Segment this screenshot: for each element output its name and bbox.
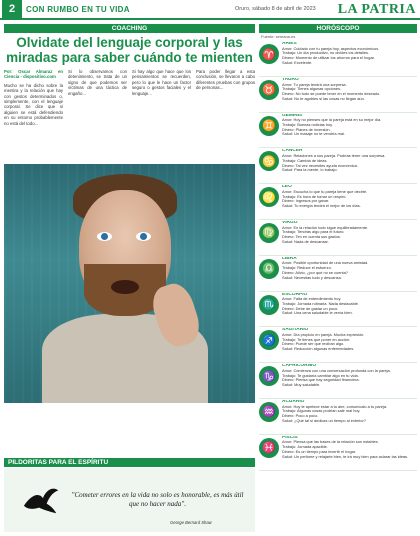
sign-trabajo: Trabajo: Tienes algunas opciones. <box>282 86 342 92</box>
sign-text <box>282 149 385 183</box>
sign-salud: Salud: Un masaje no te vendría mal. <box>282 131 345 137</box>
photo-eye <box>136 232 151 241</box>
sign-name: TAURO <box>282 77 299 82</box>
sign-text <box>282 293 359 327</box>
sign-amor: Amor: Hoy te apetece estar a tu aire, comunícalo a tu pareja. <box>282 403 388 409</box>
sign-dinero: Dinero: Piensa que hay seguridad financiera. <box>282 377 360 383</box>
article-column: Si hay algo que hace que los pensamientos se recuerden, pero lo que le hace un factor seguro o gestos faciales y el lenguaje... <box>132 69 191 96</box>
horoscope-source: Fuente: semana.es <box>261 34 296 39</box>
sign-name: VIRGO <box>282 220 298 225</box>
horoscope-sign <box>259 148 417 184</box>
sign-salud: Salud: Necesitas todo y descansa. <box>282 274 342 280</box>
sign-amor: Amor: Escucha lo que tu pareja tiene que decirte. <box>282 188 368 194</box>
horoscope-sign <box>259 256 417 292</box>
horoscope-sign <box>259 435 417 471</box>
sign-text <box>282 42 379 76</box>
sign-trabajo: Trabajo: Jornada rutinaria. Nada destacable. <box>282 300 359 306</box>
sign-trabajo: Trabajo: Reduce el esfuerzo. <box>282 265 332 271</box>
pildoritas-title: PILDORITAS PARA EL ESPÍRITU <box>4 458 255 467</box>
sign-name: LEO <box>282 185 292 190</box>
zodiac-icon: ♋ <box>259 151 279 171</box>
horoscope-sign <box>259 399 417 435</box>
sign-dinero: Dinero: Ingresos por ganar. <box>282 198 330 204</box>
horoscope-list <box>259 41 417 471</box>
sign-dinero: Dinero: Debe de gastar un poco. <box>282 305 339 311</box>
horoscope-sign <box>259 363 417 399</box>
sign-trabajo: Trabajo: Algunas cosas podrían salir mal hoy. <box>282 408 361 414</box>
horoscope-title: HORÓSCOPO <box>259 24 417 33</box>
sign-amor: Amor: Tu pareja tendrá una sorpresa. <box>282 81 347 87</box>
horoscope-sign <box>259 184 417 220</box>
zodiac-icon: ♑ <box>259 366 279 386</box>
sign-amor: Amor: Posible oportunidad de una nueva amistad. <box>282 260 369 266</box>
zodiac-icon: ♌ <box>259 187 279 207</box>
sign-dinero: Dinero: Puede ser que reciban algo. <box>282 341 345 347</box>
sign-amor: Amor: Falta de entendimiento hoy. <box>282 296 342 302</box>
sign-dinero: Dinero: Es un tiempo para invertir el hogar. <box>282 448 356 454</box>
sign-trabajo: Trabajo: Te gustaría cambiar algo en tu vida. <box>282 372 359 378</box>
brand-logo: LA PATRIA <box>337 2 416 17</box>
zodiac-icon: ♎ <box>259 259 279 279</box>
photo-eye <box>97 232 112 241</box>
sign-trabajo: Trabajo: Tendrás algo para el futuro. <box>282 229 345 235</box>
sign-dinero: Dinero: Poco a poco. <box>282 413 319 419</box>
page-number: 2 <box>2 0 22 18</box>
article-kicker: COACHING <box>4 24 255 33</box>
sign-name: GÉMINIS <box>282 113 303 118</box>
sign-amor: Amor: Relaciones a sus pareja. Podrías tener una sorpresa. <box>282 153 386 159</box>
sign-amor: Amor: Comienza con una conversación profunda con la pareja. <box>282 367 391 373</box>
section-title: CON RUMBO EN TU VIDA <box>26 4 130 14</box>
byline: Por: Oscar Almaraz en Ciencia - dispositivo.com <box>4 69 63 80</box>
sign-text <box>282 257 368 291</box>
horoscope-sign <box>259 327 417 363</box>
zodiac-icon: ♈ <box>259 44 279 64</box>
sign-name: ESCORPIO <box>282 292 308 297</box>
sign-salud: Salud: Un perfume y relajarte bien, te irá muy bien para aclarar las ideas. <box>282 453 409 459</box>
sign-amor: Amor: Cuidado con tu pareja hoy, aspectos económicos. <box>282 45 380 51</box>
sign-name: SAGITARIO <box>282 328 309 333</box>
sign-trabajo: Trabajo: Un día productivo, no olvides los detalles. <box>282 50 370 56</box>
sign-salud: Salud: Una cena saludable le venía bien. <box>282 310 353 316</box>
horoscope-section <box>259 24 417 471</box>
sign-text <box>282 364 391 398</box>
sign-salud: Salud: Para la mente, lo trabajo. <box>282 167 338 173</box>
quote-author: George Bernard Shaw <box>170 520 212 525</box>
article-photo <box>4 164 255 403</box>
sign-dinero: Dinero: Ten en cuenta sus gastos. <box>282 234 341 240</box>
sign-amor: Amor: Hoy no pienses que la pareja está en su mejor día. <box>282 117 382 123</box>
zodiac-icon: ♒ <box>259 402 279 422</box>
dove-icon <box>22 484 60 516</box>
dateline: Oruro, sábado 8 de abril de 2023 <box>235 6 316 12</box>
sign-salud: Salud: Excelente. <box>282 59 313 65</box>
article-column: Para poder llegar a esta conclusión, se llevaron a cabo diferentes pruebas con grupos de personas... <box>196 69 255 91</box>
sign-dinero: Dinero: Tal vez necesites ayuda económica. <box>282 162 358 168</box>
sign-text <box>282 400 387 434</box>
sign-dinero: Dinero: Momento de utilizar los ahorros para el hogar. <box>282 55 375 61</box>
horoscope-sign <box>259 220 417 256</box>
zodiac-icon: ♐ <box>259 330 279 350</box>
sign-salud: Salud: Nada de descansar. <box>282 238 329 244</box>
sign-salud: Salud: Tu energía tendrá el mejor de los días. <box>282 203 361 208</box>
horoscope-sign <box>259 292 417 328</box>
article-column <box>4 69 63 162</box>
article-headline: Olvidate del lenguaje corporal y las miradas para saber cuándo te mienten <box>6 35 253 65</box>
sign-dinero: Dinero: Planes de inversión. <box>282 126 331 132</box>
sign-amor: Amor: En la relación todo sigue equilibradamente. <box>282 224 369 230</box>
sign-trabajo: Trabajo: Te tienes que poner en acción. <box>282 336 351 342</box>
sign-name: LIBRA <box>282 256 297 261</box>
pildoritas-box <box>4 468 255 532</box>
photo-mouth <box>111 280 139 294</box>
zodiac-icon: ♏ <box>259 295 279 315</box>
sign-text <box>282 436 408 470</box>
sign-text <box>282 185 367 219</box>
sign-name: CAPRICORNIO <box>282 364 317 369</box>
article-body <box>4 69 255 162</box>
zodiac-icon: ♓ <box>259 438 279 458</box>
sign-amor: Amor: Día propicio en pareja. Mucha expresión. <box>282 332 365 338</box>
sign-dinero: Dinero: Alivio, ¿por qué no se cuenta? <box>282 269 348 275</box>
zodiac-icon: ♊ <box>259 116 279 136</box>
sign-text <box>282 221 368 255</box>
sign-trabajo: Trabajo: Es hora de tomar un respiro. <box>282 193 347 199</box>
zodiac-icon: ♉ <box>259 80 279 100</box>
sign-salud: Salud: Muy saludable. <box>282 381 321 387</box>
sign-text <box>282 114 381 148</box>
zodiac-icon: ♍ <box>259 223 279 243</box>
sign-trabajo: Trabajo: Buenas noticias hoy. <box>282 122 333 127</box>
sign-name: CÁNCER <box>282 149 303 154</box>
sign-trabajo: Trabajo: Jornada apacible. <box>282 444 328 450</box>
sign-text <box>282 328 364 362</box>
sign-dinero: Dinero: No todo se puede tener en el momento deseado. <box>282 90 381 96</box>
sign-amor: Amor: Piensa que las bases de la relación son estables. <box>282 439 379 445</box>
horoscope-sign <box>259 41 417 77</box>
sign-name: PISCIS <box>282 435 298 440</box>
sign-salud: Salud: ¿Qué tal si dedicas un tiempo al exterior? <box>282 417 366 423</box>
sign-text <box>282 78 380 112</box>
article-text: Mucho se ha dicho sobre la mentira y la relación que hay con gestos determinados o, simplemente, con el lenguaje corporal. Se dice que si alguien se está defendiendo en su entorno probablemente no está del todo... <box>4 82 63 126</box>
article-column: Si lo observamos con detenimiento, se trata de un signo de que podemos ser víctimas de una táctica de engaño... <box>68 69 127 96</box>
sign-name: ACUARIO <box>282 399 305 404</box>
sign-trabajo: Trabajo: Cambia de ideas. <box>282 157 328 163</box>
pildoritas-quote: "Cometer errores en la vida no solo es honorable, es más útil que no hacer nada". <box>71 491 244 508</box>
horoscope-sign <box>259 77 417 113</box>
horoscope-sign <box>259 113 417 149</box>
article <box>4 24 255 403</box>
sign-salud: Salud: No te agobies si las cosas no llegan aún. <box>282 95 365 101</box>
sign-salud: Salud: Reducción algunas enfermedades. <box>282 346 355 352</box>
sign-name: ARIES <box>282 42 297 46</box>
